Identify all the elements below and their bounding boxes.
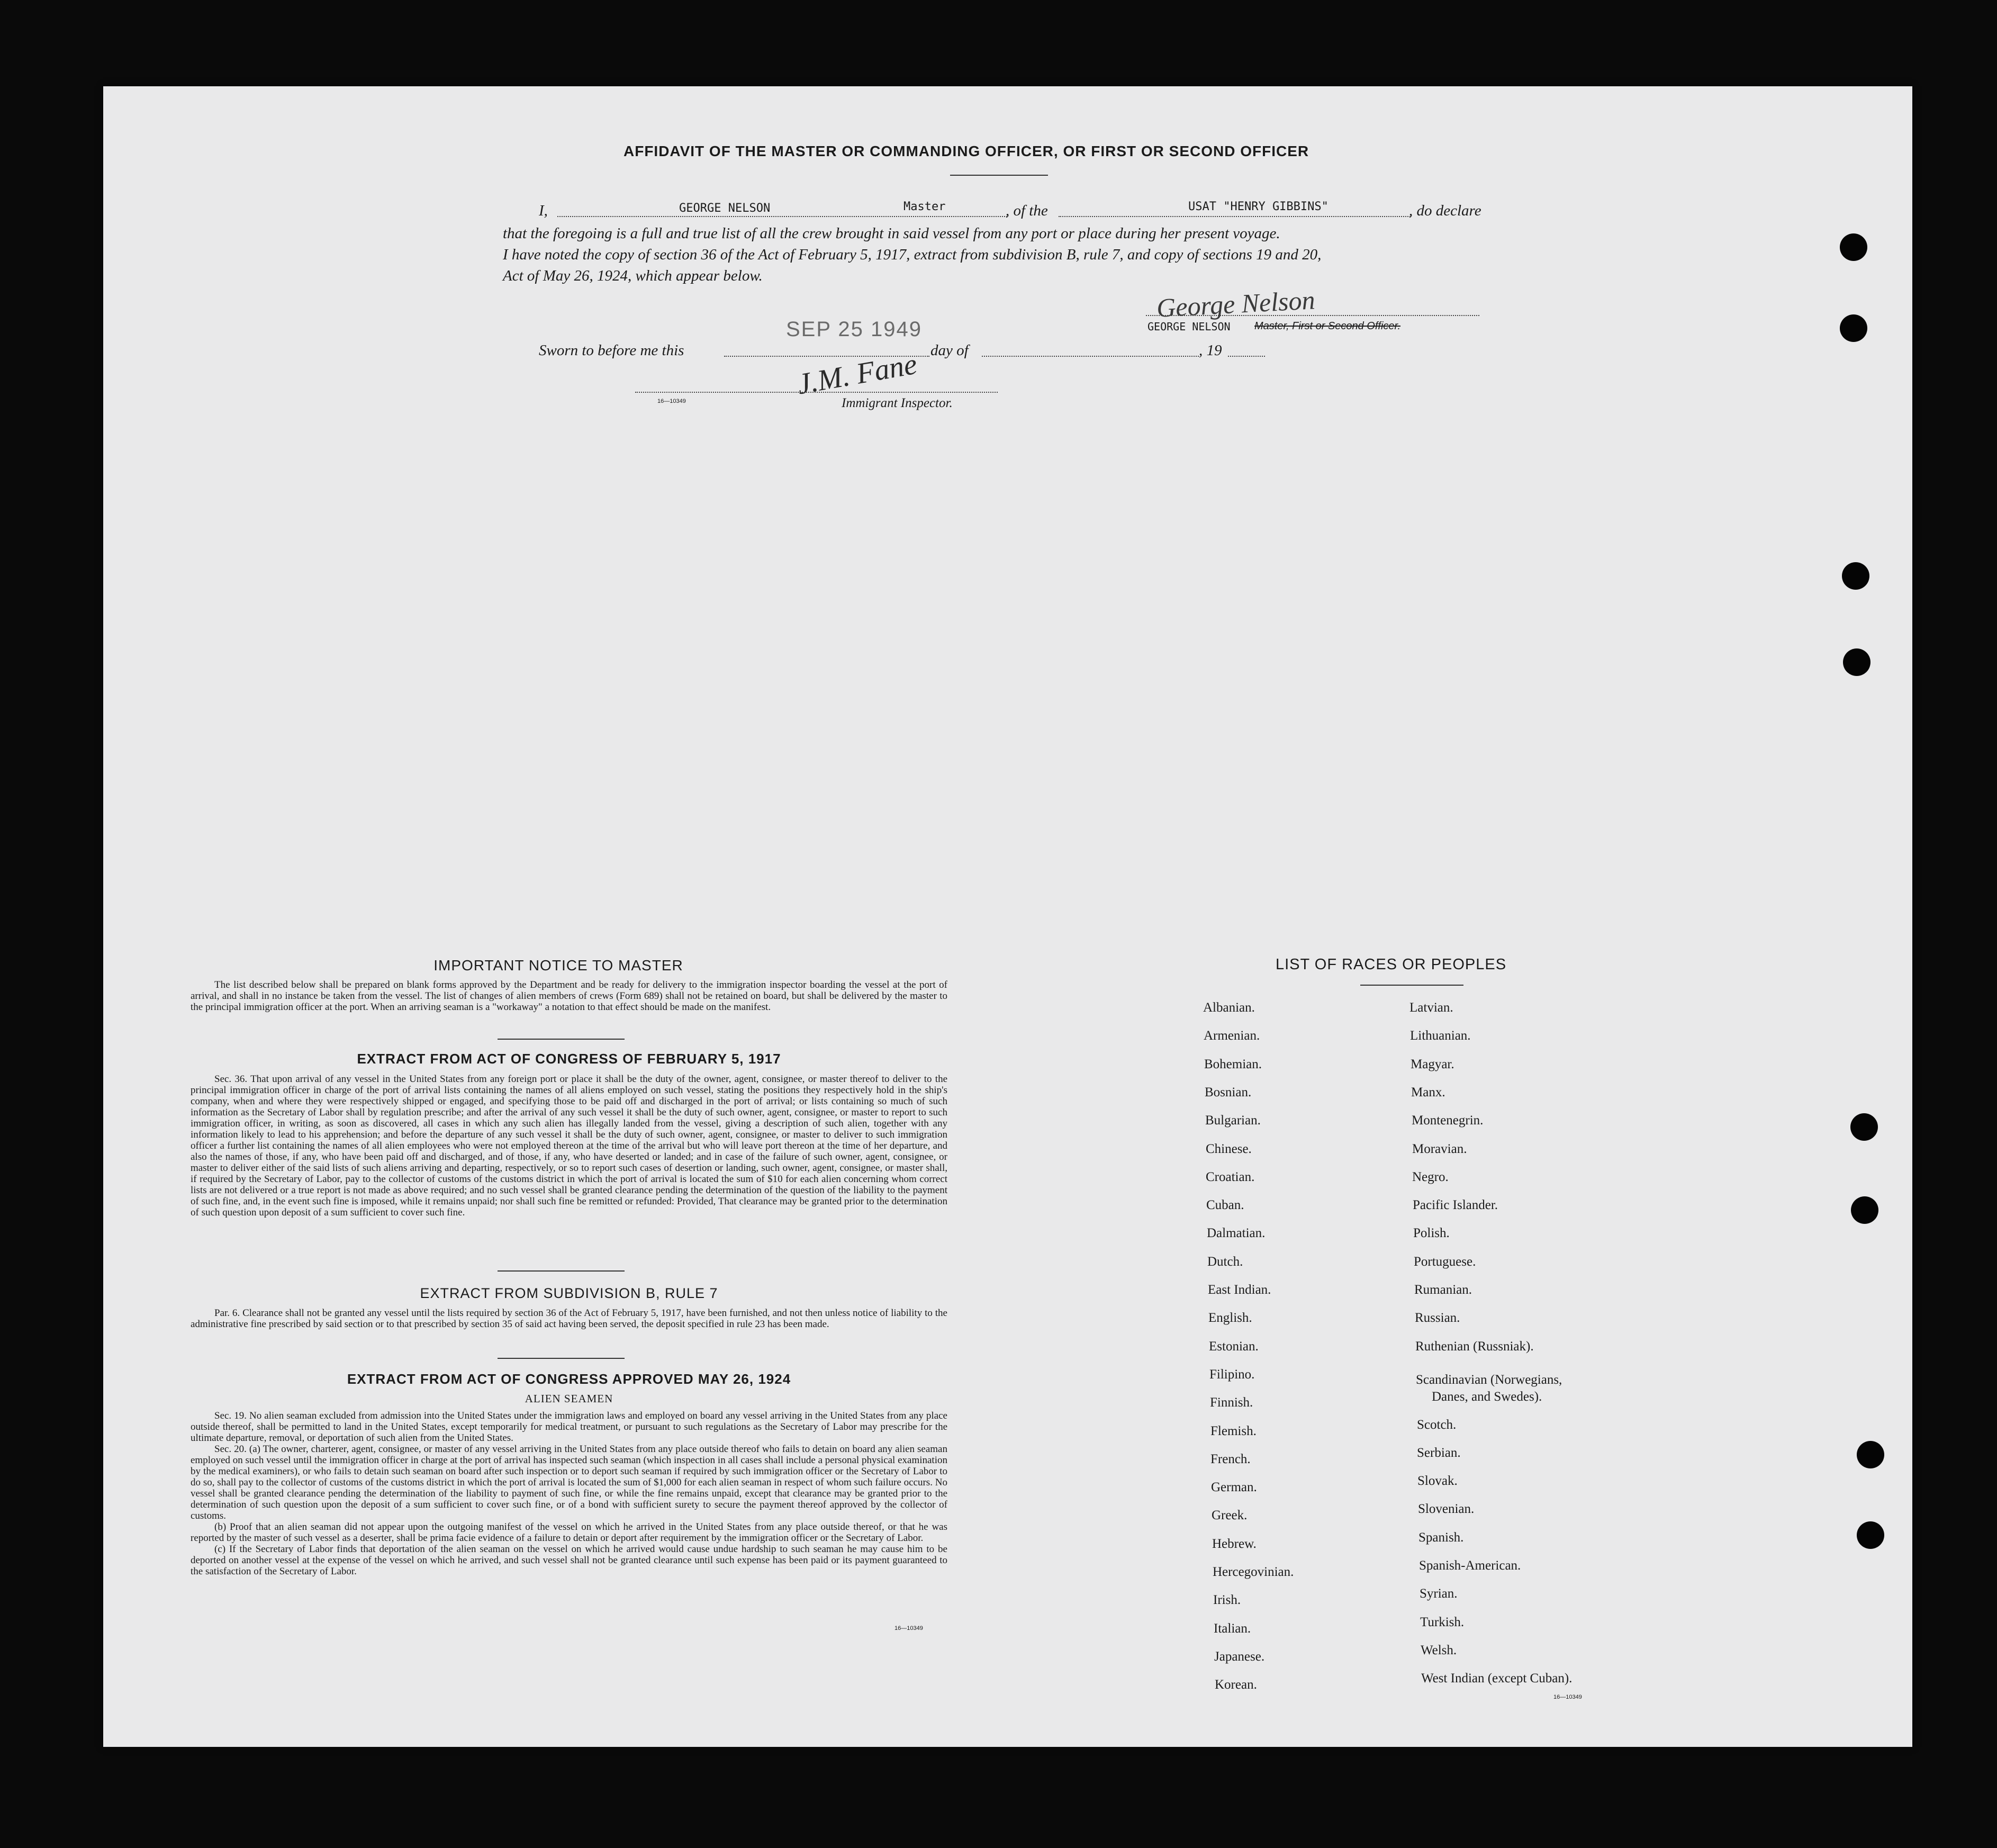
- race-item: Flemish.: [1210, 1424, 1257, 1438]
- race-item: Manx.: [1411, 1085, 1445, 1099]
- date-stamp: SEP 25 1949: [786, 318, 923, 341]
- extract-1917-title: EXTRACT FROM ACT OF CONGRESS OF FEBRUARY 5, 1917: [357, 1051, 781, 1067]
- race-item: Armenian.: [1204, 1029, 1260, 1043]
- sec19-text: Sec. 19. No alien seaman excluded from admission into the United States under the immigration laws and employed on board any vessel arriving in the United States from any place outside thereof, shall be permitted to land in the United States, except temporarily for medical treatment, or pursuant to such regulations as the Secretary of Labor may prescribe for the ultimate departure, removal, or deportation of such alien from the United States.: [191, 1410, 947, 1444]
- binder-hole: [1857, 1521, 1884, 1549]
- race-item: Spanish-American.: [1419, 1558, 1521, 1573]
- binder-hole: [1851, 1196, 1878, 1224]
- vessel-name-field[interactable]: USAT "HENRY GIBBINS": [1188, 200, 1329, 213]
- year-blank: [1228, 356, 1265, 357]
- race-item: Turkish.: [1420, 1615, 1465, 1629]
- race-item: Latvian.: [1409, 1000, 1453, 1015]
- races-divider: [1360, 985, 1463, 986]
- binder-hole: [1843, 648, 1871, 676]
- binder-hole: [1840, 314, 1867, 342]
- binder-hole: [1857, 1441, 1884, 1468]
- affidavit-line: Act of May 26, 1924, which appear below.: [503, 267, 763, 284]
- extract-1924-subtitle: ALIEN SEAMEN: [525, 1392, 613, 1405]
- race-item: Greek.: [1212, 1508, 1248, 1522]
- race-item: Montenegrin.: [1412, 1113, 1484, 1128]
- master-signature: George Nelson: [1155, 285, 1316, 323]
- race-item: Bulgarian.: [1205, 1113, 1261, 1128]
- race-item: Lithuanian.: [1410, 1029, 1471, 1043]
- inspector-line: [635, 392, 998, 393]
- notice-title: IMPORTANT NOTICE TO MASTER: [433, 957, 683, 973]
- race-item: Korean.: [1215, 1678, 1257, 1692]
- race-item: Danes, and Swedes).: [1432, 1390, 1542, 1404]
- section-divider: [498, 1039, 625, 1040]
- race-item: Scandinavian (Norwegians,: [1416, 1373, 1562, 1387]
- race-item: German.: [1211, 1480, 1257, 1494]
- race-item: Chinese.: [1206, 1142, 1252, 1156]
- affidavit-i-label: I,: [539, 202, 548, 219]
- race-item: Cuban.: [1206, 1198, 1244, 1212]
- extract-1924-body: [191, 1410, 947, 1577]
- race-item: Scotch.: [1417, 1418, 1457, 1432]
- sworn-label: Sworn to before me this: [539, 342, 684, 359]
- race-item: Russian.: [1415, 1311, 1460, 1325]
- inspector-caption: Immigrant Inspector.: [842, 396, 953, 410]
- race-item: Welsh.: [1421, 1643, 1457, 1657]
- do-declare-label: , do declare: [1409, 202, 1481, 219]
- race-item: French.: [1210, 1452, 1251, 1466]
- race-item: Bosnian.: [1205, 1085, 1252, 1099]
- race-item: Albanian.: [1203, 1000, 1255, 1015]
- inspector-signature: J.M. Fane: [794, 347, 920, 401]
- day-of-label: day of: [930, 342, 969, 359]
- race-item: Portuguese.: [1414, 1255, 1476, 1269]
- form-number: 16—10349: [657, 398, 686, 404]
- race-item: East Indian.: [1208, 1283, 1271, 1297]
- of-the-label: , of the: [1006, 202, 1048, 219]
- race-item: Serbian.: [1417, 1446, 1461, 1460]
- race-item: Pacific Islander.: [1413, 1198, 1498, 1212]
- race-item: Estonian.: [1209, 1339, 1259, 1354]
- binder-hole: [1840, 233, 1867, 261]
- affidavit-line: that the foregoing is a full and true list of all the crew brought in said vessel from any port or place during her present voyage.: [503, 225, 1280, 242]
- sec20c-text: (c) If the Secretary of Labor finds that deportation of the alien seaman on the vessel on which he arrived would cause undue hardship to such seaman he may cause him to be deported on another vessel at the expense of the vessel on which he arrived, and such vessel shall not be granted clearance until such expense has been paid or its payment guaranteed to the satisfaction of the Secretary of Labor.: [191, 1544, 947, 1577]
- section-divider: [498, 1358, 625, 1359]
- rank-field[interactable]: Master: [903, 200, 946, 213]
- race-item: Moravian.: [1412, 1142, 1467, 1156]
- notice-text: The list described below shall be prepared on blank forms approved by the Department and be ready for delivery to the immigration inspector boarding the vessel at the port of arrival, and shall in no instance be taken from the vessel. The list of changes of alien members of crews (Form 689) shall not be retained on board, but shall be delivered by the master to the principal immigration officer at the port. When an arriving seaman is a "workaway" a notation to that effect should be made on the manifest.: [191, 979, 947, 1013]
- extract-1917-text: Sec. 36. That upon arrival of any vessel in the United States from any foreign port or place it shall be the duty of the owner, agent, consignee, or master thereof to deliver to the principal immigration officer in charge of the port of arrival lists containing the names of all aliens employed on such vessel, stating the positions they respectively hold in the ship's company, when and where they were respectively shipped or engaged, and specifying those to be paid off and discharged in the port of arrival; or lists containing so much of such information as the Secretary of Labor shall by regulation prescribe; and after the arrival of any such vessel it shall be the duty of such owner, agent, consignee, or master to report to such immigration officer, in writing, as soon as discovered, all cases in which any such alien has illegally landed from the vessel, giving a description of such alien, together with any information likely to lead to his apprehension; and before the departure of any such vessel it shall be the duty of such owner, agent, consignee, or master to deliver to such immigration officer a further list containing the names of all alien employees who were not employed thereon at the time of the arrival but who will leave port thereon at the time of her departure, and also the names of those, if any, who have been paid off and discharged, and of those, if any, who have deserted or landed; and in case of the failure of such owner, agent, consignee, or master to deliver either of the said lists of such aliens arriving and departing, respectively, or so to report such cases of desertion or landing, such owner, agent, consignee, or master shall, if required by the Secretary of Labor, pay to the collector of customs of the customs district in which the port of arrival is located the sum of $10 for each alien concerning whom correct lists are not delivered or a true report is not made as above required; and no such vessel shall be granted clearance pending the determination of the question of the liability to the payment of such fine, and, in the event such fine is imposed, while it remains unpaid; nor shall such fine be remitted or refunded: Provided, That clearance may be granted prior to the determination of such question upon deposit of a sum sufficient to cover such fine.: [191, 1074, 947, 1218]
- master-name-field[interactable]: GEORGE NELSON: [679, 202, 771, 215]
- section-divider: [498, 1270, 625, 1272]
- year-label: , 19: [1199, 342, 1222, 359]
- race-item: West Indian (except Cuban).: [1421, 1671, 1573, 1685]
- race-item: English.: [1208, 1311, 1252, 1325]
- race-item: Polish.: [1413, 1226, 1450, 1240]
- extract-rule7-text: Par. 6. Clearance shall not be granted any vessel until the lists required by section 36 of the Act of February 5, 1917, have been furnished, and not then unless notice of liability to the administrative fine prescribed by said section or to that prescribed by section 35 of said act having been served, the deposit specified in rule 23 has been made.: [191, 1308, 947, 1330]
- affidavit-title: AFFIDAVIT OF THE MASTER OR COMMANDING OFFICER, OR FIRST OR SECOND OFFICER: [624, 143, 1309, 159]
- race-item: Dutch.: [1207, 1255, 1243, 1269]
- sec20a-text: Sec. 20. (a) The owner, charterer, agent, consignee, or master of any vessel arriving in the United States from any place outside thereof who fails to detain on board any alien seaman employed on such vessel until the immigration officer in charge at the port of arrival has inspected such seaman (which inspection in all cases shall include a personal physical examination by the medical examiners), or who fails to detain such seaman on board after such inspection or to deport such seaman if required by such immigration officer or the Secretary of Labor to do so, shall pay to the collector of customs of the customs district in which the port of arrival is located the sum of $1,000 for each alien seaman in respect of whom such failure occurs. No vessel shall be granted clearance pending the determination of the liability to payment of such fine, or while the fine remains unpaid, except that clearance may be granted prior to the determination of such question upon the deposit of a sum sufficient to cover such fine, or of a bond with sufficient surety to secure the payment thereof approved by the collector of customs.: [191, 1444, 947, 1521]
- month-blank: [982, 356, 1199, 357]
- race-item: Negro.: [1412, 1170, 1449, 1184]
- race-item: Japanese.: [1214, 1649, 1265, 1664]
- title-divider: [950, 175, 1048, 176]
- race-item: Magyar.: [1411, 1057, 1454, 1071]
- race-item: Irish.: [1213, 1593, 1241, 1607]
- name-blank: [557, 216, 1007, 217]
- race-item: Ruthenian (Russniak).: [1415, 1339, 1534, 1354]
- signer-typed-name: GEORGE NELSON: [1147, 320, 1231, 333]
- binder-hole: [1842, 562, 1869, 590]
- races-title: LIST OF RACES OR PEOPLES: [1276, 956, 1507, 973]
- extract-1924-title: EXTRACT FROM ACT OF CONGRESS APPROVED MAY 26, 1924: [347, 1371, 791, 1387]
- race-item: Finnish.: [1210, 1395, 1253, 1410]
- signer-caption: Master, First or Second Officer.: [1254, 320, 1401, 332]
- affidavit-line: I have noted the copy of section 36 of the Act of February 5, 1917, extract from subdivision B, rule 7, and copy of sections 19 and 20,: [503, 246, 1322, 263]
- vessel-blank: [1059, 216, 1411, 217]
- form-number: 16—10349: [1553, 1694, 1582, 1700]
- race-item: Syrian.: [1420, 1586, 1458, 1601]
- signature-line: [1146, 315, 1479, 316]
- race-item: Slovak.: [1417, 1474, 1458, 1488]
- race-item: Dalmatian.: [1207, 1226, 1266, 1240]
- race-item: Slovenian.: [1418, 1502, 1475, 1516]
- race-item: Hercegovinian.: [1213, 1565, 1294, 1579]
- race-item: Spanish.: [1418, 1530, 1464, 1545]
- sec20b-text: (b) Proof that an alien seaman did not appear upon the outgoing manifest of the vessel on which he arrived in the United States from any place outside thereof, or that he was reported by the master of such vessel as a deserter, shall be prima facie evidence of a failure to detain or deport after requirement by the immigration officer or the Secretary of Labor.: [191, 1521, 947, 1544]
- extract-rule7-title: EXTRACT FROM SUBDIVISION B, RULE 7: [420, 1285, 718, 1301]
- race-item: Bohemian.: [1204, 1057, 1262, 1071]
- race-item: Hebrew.: [1212, 1537, 1257, 1551]
- race-item: Filipino.: [1209, 1367, 1255, 1382]
- form-number: 16—10349: [894, 1625, 923, 1631]
- race-item: Croatian.: [1206, 1170, 1255, 1184]
- binder-hole: [1850, 1113, 1878, 1141]
- race-item: Rumanian.: [1414, 1283, 1472, 1297]
- race-item: Italian.: [1214, 1621, 1251, 1636]
